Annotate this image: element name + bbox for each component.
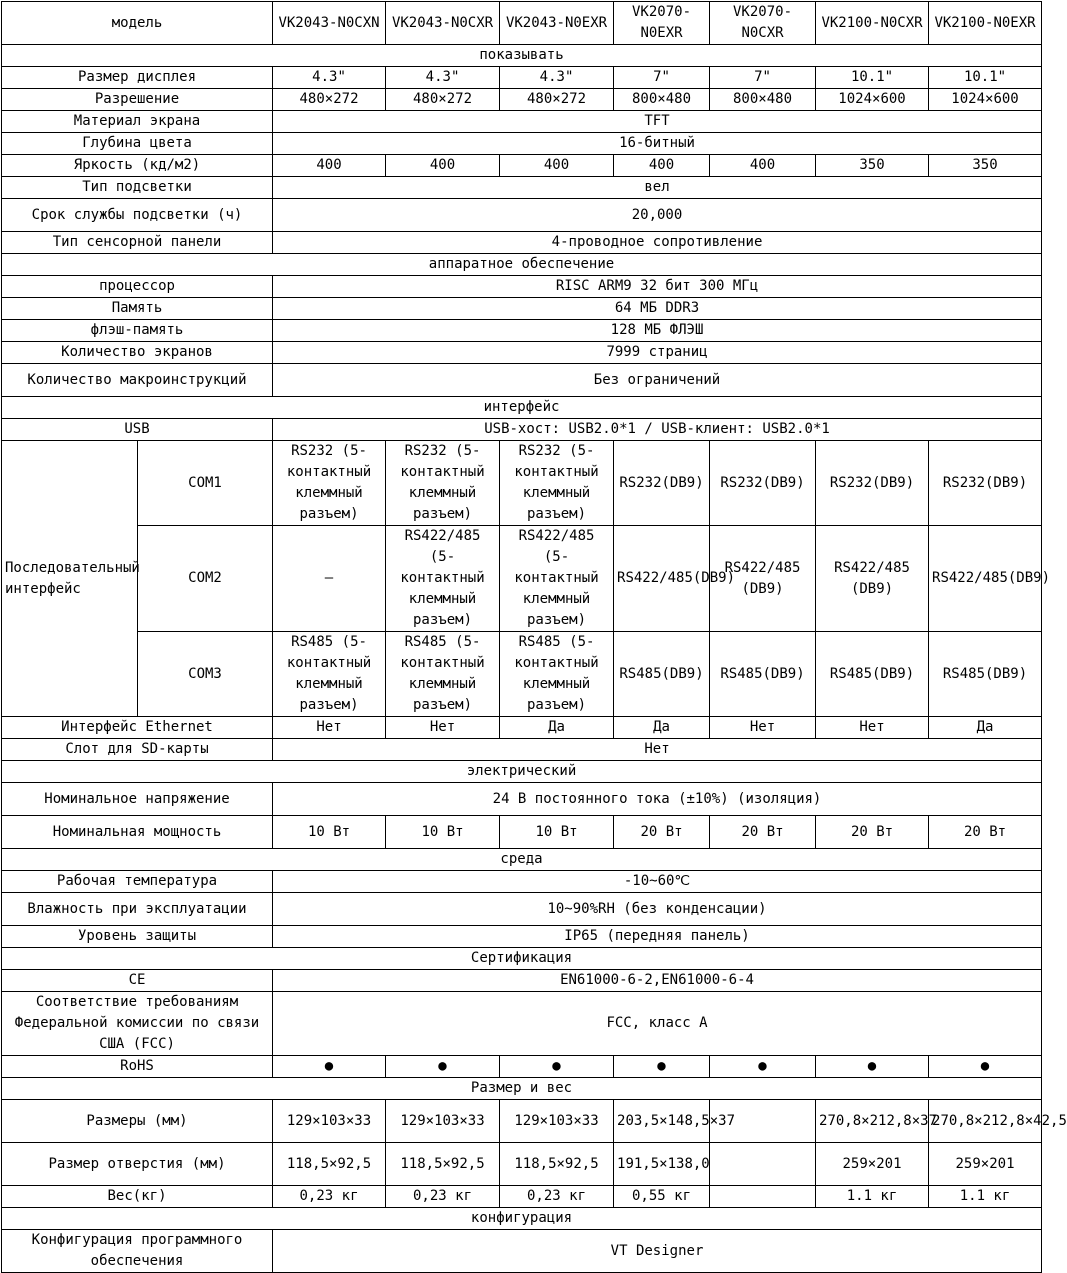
- cell-value: 800×480: [710, 89, 816, 111]
- compliance-dot: ●: [929, 1056, 1042, 1078]
- cell-value: Нет: [273, 717, 386, 739]
- compliance-dot: ●: [500, 1056, 614, 1078]
- cell-value: 400: [500, 155, 614, 177]
- table-row: [2, 276, 1042, 298]
- row-label: процессор: [2, 276, 273, 298]
- model-name: VK2070-N0CXR: [710, 2, 816, 45]
- cell-value: RS232(DB9): [710, 441, 816, 526]
- cell-value: Нет: [816, 717, 929, 739]
- cell-value: Да: [614, 717, 710, 739]
- cell-value: RS422/485 (5-контактный клеммный разъем): [500, 526, 614, 632]
- cell-value: 203,5×148,5×37: [614, 1100, 710, 1143]
- cell-value: Да: [500, 717, 614, 739]
- table-row: [2, 298, 1042, 320]
- cell-value: 259×201: [816, 1143, 929, 1186]
- table-row: [2, 89, 1042, 111]
- cell-value: 20 Вт: [816, 816, 929, 849]
- section-heading: электрический: [2, 761, 1042, 783]
- compliance-dot: ●: [710, 1056, 816, 1078]
- cell-value: 4.3": [273, 67, 386, 89]
- cell-value: 0,23 кг: [500, 1186, 614, 1208]
- row-label: флэш-память: [2, 320, 273, 342]
- table-row: [2, 155, 1042, 177]
- cell-value: 129×103×33: [273, 1100, 386, 1143]
- cell-value: 0,23 кг: [386, 1186, 500, 1208]
- table-row: [2, 232, 1042, 254]
- row-label: Размеры (мм): [2, 1100, 273, 1143]
- cell-value: RS422/485(DB9): [614, 526, 710, 632]
- row-label: RoHS: [2, 1056, 273, 1078]
- serial-interface-label: Последовательный интерфейс: [2, 441, 138, 717]
- row-label: Уровень защиты: [2, 926, 273, 948]
- compliance-dot: ●: [386, 1056, 500, 1078]
- cell-value: 7999 страниц: [273, 342, 1042, 364]
- table-row: [2, 199, 1042, 232]
- row-label: Конфигурация программного обеспечения: [2, 1230, 273, 1273]
- row-label: Слот для SD-карты: [2, 739, 273, 761]
- row-label: CE: [2, 970, 273, 992]
- table-row: [2, 342, 1042, 364]
- cell-value: RS485 (5-контактный клеммный разъем): [500, 632, 614, 717]
- model-header-label: модель: [2, 2, 273, 45]
- cell-value: RS422/485 (DB9): [816, 526, 929, 632]
- table-row: [2, 1056, 1042, 1078]
- row-label: Соответствие требованиям Федеральной комиссии по связи США (FCC): [2, 992, 273, 1056]
- table-row: [2, 632, 1042, 717]
- row-label: Срок службы подсветки (ч): [2, 199, 273, 232]
- table-row: [2, 783, 1042, 816]
- cell-value: USB-хост: USB2.0*1 / USB-клиент: USB2.0*1: [273, 419, 1042, 441]
- row-label: Размер дисплея: [2, 67, 273, 89]
- cell-value: 1024×600: [816, 89, 929, 111]
- cell-value: 0,55 кг: [614, 1186, 710, 1208]
- cell-value: 118,5×92,5: [273, 1143, 386, 1186]
- section-heading: показывать: [2, 45, 1042, 67]
- cell-value: RS232 (5-контактный клеммный разъем): [273, 441, 386, 526]
- cell-value: RS485(DB9): [929, 632, 1042, 717]
- cell-value: RS232(DB9): [614, 441, 710, 526]
- table-row: [2, 717, 1042, 739]
- table-row: [2, 526, 1042, 632]
- cell-value: 118,5×92,5: [500, 1143, 614, 1186]
- cell-value: RS485(DB9): [614, 632, 710, 717]
- cell-value: RS232(DB9): [929, 441, 1042, 526]
- cell-value: 16-битный: [273, 133, 1042, 155]
- cell-value: RS422/485 (DB9): [710, 526, 816, 632]
- table-row: [2, 1143, 1042, 1186]
- model-name: VK2043-N0CXN: [273, 2, 386, 45]
- section-heading: среда: [2, 849, 1042, 871]
- row-label: Яркость (кд/м2): [2, 155, 273, 177]
- model-name: VK2100-N0EXR: [929, 2, 1042, 45]
- model-name: VK2043-N0CXR: [386, 2, 500, 45]
- cell-value: 10 Вт: [273, 816, 386, 849]
- cell-value: 191,5×138,0: [614, 1143, 710, 1186]
- table-row: [2, 177, 1042, 199]
- row-label: Вес(кг): [2, 1186, 273, 1208]
- spec-table: [1, 1, 1067, 1273]
- cell-value: EN61000-6-2,EN61000-6-4: [273, 970, 1042, 992]
- cell-value: 350: [816, 155, 929, 177]
- cell-value: RS232 (5-контактный клеммный разъем): [500, 441, 614, 526]
- cell-value: 270,8×212,8×37: [816, 1100, 929, 1143]
- model-name: VK2100-N0CXR: [816, 2, 929, 45]
- cell-value: 20 Вт: [710, 816, 816, 849]
- table-row: [2, 419, 1042, 441]
- cell-value: 10 Вт: [500, 816, 614, 849]
- table-row: [2, 893, 1042, 926]
- cell-value: 1024×600: [929, 89, 1042, 111]
- row-label: Память: [2, 298, 273, 320]
- cell-value: 4.3": [386, 67, 500, 89]
- row-label: Материал экрана: [2, 111, 273, 133]
- cell-value: 480×272: [500, 89, 614, 111]
- port-label: COM3: [138, 632, 273, 717]
- cell-value: RS232(DB9): [816, 441, 929, 526]
- cell-value: 4-проводное сопротивление: [273, 232, 1042, 254]
- cell-value: 400: [710, 155, 816, 177]
- cell-value: 800×480: [614, 89, 710, 111]
- cell-value: [710, 1143, 816, 1186]
- cell-value: 7": [710, 67, 816, 89]
- row-label: Количество макроинструкций: [2, 364, 273, 397]
- cell-value: FCC, класс А: [273, 992, 1042, 1056]
- table-row: [2, 970, 1042, 992]
- section-heading: Размер и вес: [2, 1078, 1042, 1100]
- cell-value: 129×103×33: [500, 1100, 614, 1143]
- cell-value: RS485 (5-контактный клеммный разъем): [386, 632, 500, 717]
- cell-value: RS422/485 (5-контактный клеммный разъем): [386, 526, 500, 632]
- cell-value: 400: [386, 155, 500, 177]
- table-header-row: [2, 2, 1042, 45]
- cell-value: 259×201: [929, 1143, 1042, 1186]
- cell-value: 4.3": [500, 67, 614, 89]
- cell-value: IP65 (передняя панель): [273, 926, 1042, 948]
- cell-value: 400: [614, 155, 710, 177]
- table-row: [2, 739, 1042, 761]
- cell-value: Нет: [386, 717, 500, 739]
- row-label: Тип сенсорной панели: [2, 232, 273, 254]
- table-row: [2, 364, 1042, 397]
- cell-value: Без ограничений: [273, 364, 1042, 397]
- row-label: USB: [2, 419, 273, 441]
- row-label: Глубина цвета: [2, 133, 273, 155]
- cell-value: 0,23 кг: [273, 1186, 386, 1208]
- cell-value: -10~60℃: [273, 871, 1042, 893]
- cell-value: 1.1 кг: [816, 1186, 929, 1208]
- table-row: [2, 67, 1042, 89]
- table-row: [2, 1186, 1042, 1208]
- section-heading: конфигурация: [2, 1208, 1042, 1230]
- row-label: Размер отверстия (мм): [2, 1143, 273, 1186]
- table-row: [2, 926, 1042, 948]
- model-name: VK2070-N0EXR: [614, 2, 710, 45]
- model-name: VK2043-N0EXR: [500, 2, 614, 45]
- compliance-dot: ●: [273, 1056, 386, 1078]
- cell-value: RISC ARM9 32 бит 300 МГц: [273, 276, 1042, 298]
- cell-value: 270,8×212,8×42,5: [929, 1100, 1042, 1143]
- table-row: [2, 133, 1042, 155]
- cell-value: RS485(DB9): [816, 632, 929, 717]
- cell-value: TFT: [273, 111, 1042, 133]
- compliance-dot: ●: [614, 1056, 710, 1078]
- cell-value: 10.1": [816, 67, 929, 89]
- cell-value: Нет: [710, 717, 816, 739]
- row-label: Номинальная мощность: [2, 816, 273, 849]
- cell-value: 118,5×92,5: [386, 1143, 500, 1186]
- table-row: [2, 816, 1042, 849]
- cell-value: RS485(DB9): [710, 632, 816, 717]
- cell-value: RS232 (5-контактный клеммный разъем): [386, 441, 500, 526]
- table-row: [2, 1230, 1042, 1273]
- cell-value: Нет: [273, 739, 1042, 761]
- table-row: [2, 320, 1042, 342]
- table-row: [2, 992, 1042, 1056]
- cell-value: 129×103×33: [386, 1100, 500, 1143]
- cell-value: 20,000: [273, 199, 1042, 232]
- cell-value: 20 Вт: [929, 816, 1042, 849]
- cell-value: 10.1": [929, 67, 1042, 89]
- cell-value: 10 Вт: [386, 816, 500, 849]
- cell-value: RS485 (5-контактный клеммный разъем): [273, 632, 386, 717]
- cell-value: VT Designer: [273, 1230, 1042, 1273]
- cell-value: 400: [273, 155, 386, 177]
- row-label: Разрешение: [2, 89, 273, 111]
- row-label: Тип подсветки: [2, 177, 273, 199]
- row-label: Интерфейс Ethernet: [2, 717, 273, 739]
- cell-value: Да: [929, 717, 1042, 739]
- row-label: Влажность при эксплуатации: [2, 893, 273, 926]
- row-label: Номинальное напряжение: [2, 783, 273, 816]
- cell-value: вел: [273, 177, 1042, 199]
- section-heading: аппаратное обеспечение: [2, 254, 1042, 276]
- cell-value: 350: [929, 155, 1042, 177]
- row-label: Количество экранов: [2, 342, 273, 364]
- table-row: [2, 871, 1042, 893]
- cell-value: 128 МБ ФЛЭШ: [273, 320, 1042, 342]
- cell-value: –: [273, 526, 386, 632]
- cell-value: 64 МБ DDR3: [273, 298, 1042, 320]
- cell-value: 7": [614, 67, 710, 89]
- row-label: Рабочая температура: [2, 871, 273, 893]
- cell-value: 20 Вт: [614, 816, 710, 849]
- table-row: [2, 111, 1042, 133]
- cell-value: 1.1 кг: [929, 1186, 1042, 1208]
- cell-value: 480×272: [273, 89, 386, 111]
- cell-value: 480×272: [386, 89, 500, 111]
- port-label: COM2: [138, 526, 273, 632]
- table-row: [2, 1100, 1042, 1143]
- section-heading: Сертификация: [2, 948, 1042, 970]
- table-row: [2, 441, 1042, 526]
- cell-value: 10~90%RH (без конденсации): [273, 893, 1042, 926]
- compliance-dot: ●: [816, 1056, 929, 1078]
- port-label: COM1: [138, 441, 273, 526]
- cell-value: RS422/485(DB9): [929, 526, 1042, 632]
- section-heading: интерфейс: [2, 397, 1042, 419]
- cell-value: 24 В постоянного тока (±10%) (изоляция): [273, 783, 1042, 816]
- cell-value: [710, 1186, 816, 1208]
